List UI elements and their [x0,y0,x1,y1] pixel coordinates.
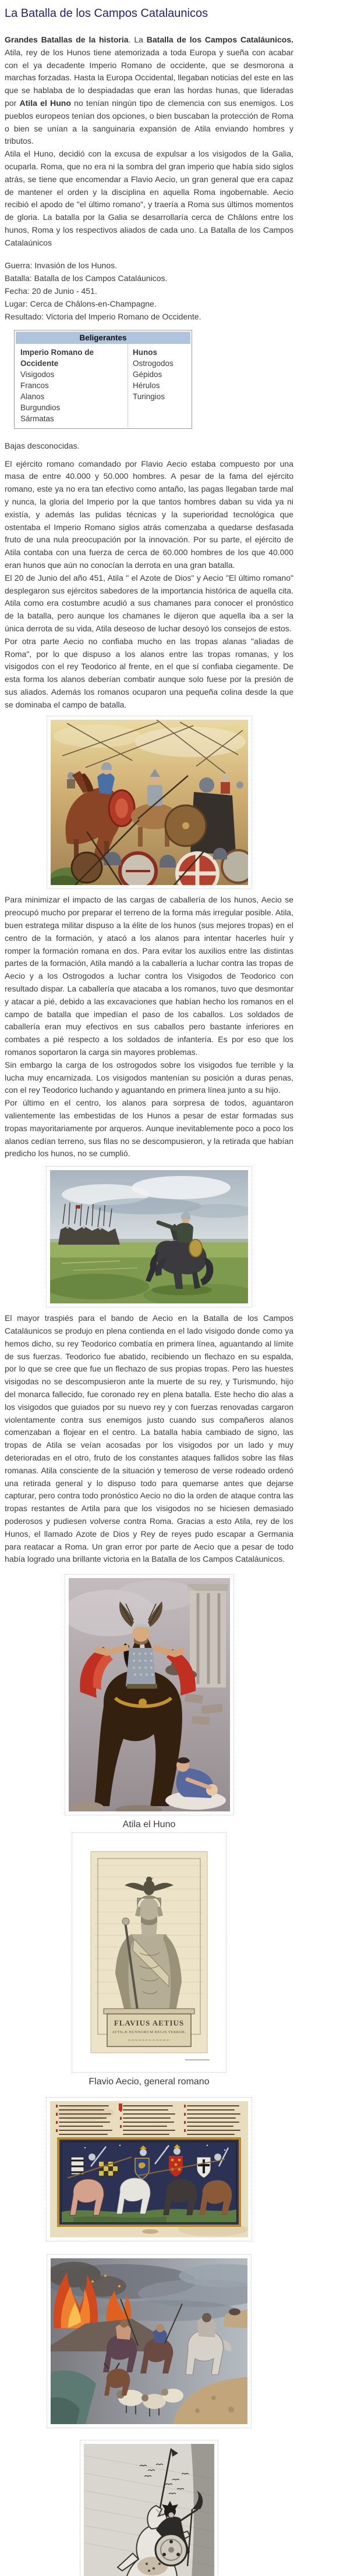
paragraph-alans-resist: Por último en el centro, los alanos para sorpresa de todos, aguantaron valientemente las embestidas de los Hunos a pesar de estar formadas sus tropas mayoritariamente por arqueros. Aunque inevitablemente poco a poco los alanos cedían terreno, sus filas no se descompusieron, y la retirada que habían predicho los hunos, no se cumplió. [5,1098,293,1159]
battle-facts-list [5,259,293,323]
belligerents-infobox [14,330,192,429]
battle-melee-illustration [51,720,248,885]
aetius-engraving-image[interactable] [72,1832,226,2073]
general-field-image[interactable] [46,1166,252,1307]
belligerent-item: Hérulos [133,381,160,390]
hun-rider-engraving-image[interactable] [80,2440,218,2576]
belligerent-item: Turingios [133,392,165,401]
huns-fire-illustration [51,2258,247,2424]
belligerent-item: Visigodos [20,369,55,379]
paragraph-alans: Por otra parte Aecio no confiaba mucho en las tropas alanas "aliadas de Roma", por lo que dispuso a los alanos entre las tropas romanas, y los visigodos con el rey Teodorico al frente, en el que sí confiaba ciegamente. De esta forma los alanos deberían combatir aunque solo fuese por la presión de sus aliados. Además los romanos ocuparon una pequeña colina desde la que se dominaba el campo de batalla. [5,636,293,709]
faction-column-huns [128,344,190,427]
caption-aecio: Flavio Aecio, general romano [88,2077,210,2087]
belligerent-item: Francos [20,381,49,390]
page-title[interactable]: La Batalla de los Campos Catalaunicos [5,7,208,20]
faction-title: Hunos [133,347,157,357]
faction-title: Imperio Romano de Occidente [20,347,94,368]
belligerent-item: Sármatas [20,414,54,423]
paragraph-deployment: El 20 de Junio del año 451, Atila " el Azote de Dios" y Aecio "El último romano" desplegaron sus ejércitos sabedores de la importancia histórica de aquella cita. Atila como era costumbre acudió a sus chamanes para conocer el pronóstico de la batalla, pero aunque los chamanes le dijeron que aquella iba a ser la única derrota de su vida, Atila deseoso de luchar desoyó los consejos de estos. [5,573,293,633]
text-run: no tenían ningún tipo de clemencia con sus enemigos. Los pueblos europeos tenían dos opciones, o bien buscaban la protección de Roma o bien se unían a la sanguinaria expansión de Atila enviando hombres y tributos. [5,98,293,146]
belligerent-item: Gépidos [133,369,162,379]
pedestal-subtitle: ATTILÆ HUNNORUM REGIS TERROR. [112,2030,186,2035]
belligerent-item: Ostrogodos [133,358,174,368]
huns-fire-image[interactable] [47,2254,252,2428]
bold-run: Atila el Huno [19,98,71,108]
bold-run: Batalla de los Campos Cataláunicos. [146,35,294,44]
post-content [5,0,293,2576]
text-run: Atila, rey de los Hunos tiene atemorizada a toda Europa y sueña con acabar con el ya decadente Imperio Romano de occidente, que se desmorona a marchas forzadas. Hasta la Europa Occidental, llegaban noticias del este en las que se hablaba de lo despiadadas que eran las hordas hunas, que lideradas por [5,47,293,108]
pedestal [104,2009,194,2046]
atila-image[interactable] [65,1574,234,1815]
aetius-engraving-illustration [76,1836,222,2069]
paragraph-intro [5,34,293,148]
paragraph-terrain: Para minimizar el impacto de las cargas de caballería de los hunos, Aecio se preocupó mucho por preparar el terreno de la forma más irregular posible. Atila, buen estratega militar dispuso a la élite de los hunos (sus mejores tropas) en el centro de la formación, y atacó a los alanos para intentar hacerles huír y romper la formación romana en dos. Para evitar los auxilios entre las distintas partes de la formación, Atila mandó a la caballería a luchar contra las tropas de Aecio y a los Ostrogodos a luchar contra los Visigodos de Teodorico con resultado dispar. La caballería que atacaba a los romanos, tuvo que desmontar y atacar a pié, debido a las excavaciones que habían hecho los romanos en el campo de batalla que impedían el paso de los caballos. Los soldados de caballería eran muy efectivos en sus caballos pero bastante inferiores en combates a pié respecto a los soldados de infantería. Es por eso que los romanos soportaron la carga sin mayores problemas. [5,895,293,1057]
caption-atila: Atila el Huno [122,1820,176,1830]
fact-result: Resultado: Victoria del Imperio Romano de Occidente. [5,311,201,321]
belligerent-item: Burgundios [20,403,61,412]
paragraph-ostrogoth-charge: Sin embargo la carga de los ostrogodos sobre los visigodos fue terrible y la lucha muy encarnizada. Los visigodos mantenían su posición a duras penas, con el rey Teodorico luchando y aguantando en primera línea junto a su hijo. [5,1060,293,1095]
bold-run: Grandes Batallas de la historia [5,35,129,44]
general-field-illustration [50,1170,248,1303]
fact-battle: Batalla: Batalla de los Campos Cataláunicos. [5,273,168,283]
manuscript-illustration [50,2101,248,2237]
casualties-note: Bajas desconocidas. [5,440,80,450]
paragraph-armies: El ejército romano comandado por Flavio Aecio estaba compuesto por una masa de entre 40.000 y 50.000 hombres. A pesar de la fama del ejército romano, este ya no era tan efectivo como antaño, las pagas llegaban tarde mal y nunca, la gloria del Imperio por la que tantos hombres daban su vida ya ni existía, y además las pulidas técnicas y la superioridad tecnológica que ostentaba el Imperio Romano siglos atrás comenzaba a quedarse desfasada fruto de una nula preocupación por la innovación. Por su parte, el ejército de Atila contaba con una fuerza de cerca de 60.000 hombres de los que 40.000 eran hunos que aún no conocían la derrota en una gran batalla. [5,459,293,570]
hun-rider-engraving-illustration [84,2444,214,2576]
fact-date: Fecha: 20 de Junio - 451. [5,286,97,296]
paragraph-theodoric-death: El mayor traspiés para el bando de Aecio en la Batalla de los Campos Cataláunicos se produjo en plena contienda en el lado visigodo donde como ya hemos dicho, su rey Teodorico combatía en primera línea, aguantando al límite de sus fuerzas. Teodorico fue abatido, recibiendo un flechazo en su espalda, por lo que se cree que fue un flechazo de sus propias tropas. Pero las huestes visigodas no se descompusieron ante la muerte de su rey, y Turismundo, hijo del monarca fallecido, fue coronado rey en plena batalla. Este hecho dio alas a los visigodos que guiados por su nuevo rey y con fuerzas renovadas cargaron violentamente contra sus enemigos justo cuando sus compañeros alanos comenzaban a flojear en el centro. La batalla había cambiado de signo, las tropas de Atila se veían acosadas por los visigodos por un lado y muy deterioradas en el otro, fruto de los constantes ataques fallidos sobre las filas romanas. Atila consciente de la situación y temeroso de verse rodeado ordenó una retirada general y lo dispuso todo para quemarse antes que dejarse capturar, pero contra todo pronóstico Aecio no dio la orden de ataque contra las tropas restantes de Artila para que los visigodos no se hiciesen demasiado poderosos y pudiesen volverse contra Roma. Gracias a esto Atila, rey de los Hunos, el llamado Azote de Dios y Rey de reyes pudo escapar a Germania para reatacar a Roma. Un gran error por parte de Aecio que a pesar de todo había logrado una brillante victoria en la Batalla de los Campos Cataláunicos. [5,1313,293,1564]
belligerent-item: Alanos [20,392,45,401]
text-run: . La [128,35,147,44]
infobox-columns [16,344,190,427]
manuscript-image[interactable] [46,2097,252,2241]
pedestal-title: FLAVIUS AETIUS [114,2019,185,2028]
battle-melee-image[interactable] [47,716,252,889]
fact-war: Guerra: Invasión de los Hunos. [5,260,117,270]
paragraph-context: Atila el Huno, decidió con la excusa de expulsar a los visigodos de la Galia, ocuparla. Roma, que no era ni la sombra del gran imperio que había sido siglos atrás, se tiene que encomendar a Flavio Aecio, un gran general que era capaz de mantener el orden y la disciplina en aquella Roma ingobernable. Aecio recibió el apodo de "el último romano", y traería a Roma sus últimos momentos de gloria. La batalla por la Galia se desarrollaría cerca de Châlons entre los hunos, Roma y los respectivos aliados de cada uno. La Batalla de los Campos Catalaúnicos [5,149,293,247]
faction-column-rome [16,344,128,427]
fact-place: Lugar: Cerca de Châlons-en-Champagne. [5,299,157,308]
infobox-header: Beligerantes [16,332,190,344]
atila-illustration [69,1578,230,1811]
battle-miniature [58,2138,240,2226]
